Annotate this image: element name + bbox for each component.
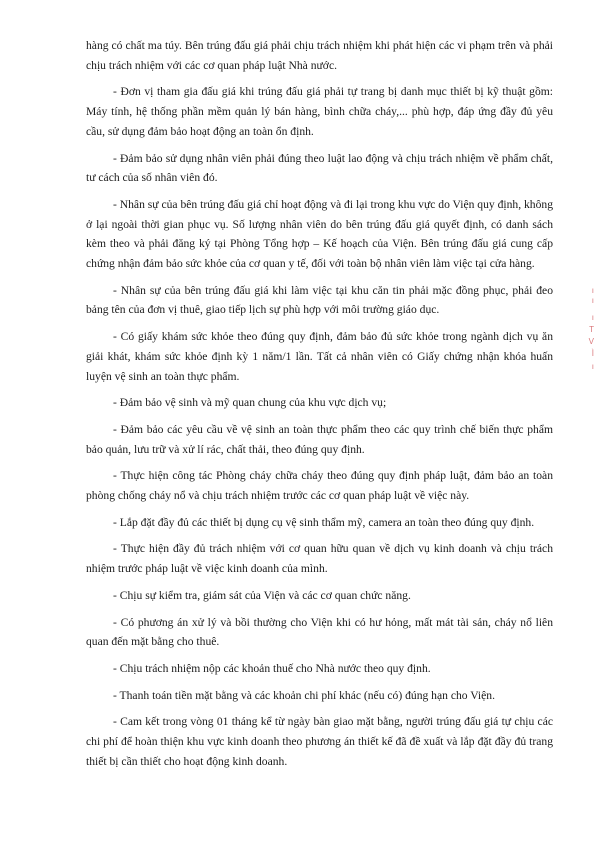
margin-stamp-mark: V xyxy=(588,337,594,346)
paragraph: - Đảm bảo các yêu cầu về vệ sinh an toàn thực phẩm theo các quy trình chế biến thực phẩm bảo quản, lưu trữ và xử lí rác, chất thải, theo đúng quy định. xyxy=(86,422,553,456)
paragraph: hàng có chất ma túy. Bên trúng đấu giá phải chịu trách nhiệm khi phát hiện các vi phạm trên và phải chịu trách nhiệm với các cơ quan pháp luật Nhà nước. xyxy=(86,39,553,72)
paragraph: - Đảm bảo vệ sinh và mỹ quan chung của khu vực dịch vụ; xyxy=(113,396,387,410)
margin-stamp-mark: ı xyxy=(591,313,594,322)
margin-stamp-mark: T xyxy=(589,325,594,334)
margin-stamp-mark: ı xyxy=(591,362,594,371)
paragraph: - Có phương án xử lý và bồi thường cho Viện khi có hư hỏng, mất mát tài sản, cháy nổ liên quan đến mặt bằng cho thuê. xyxy=(86,615,553,649)
document-body xyxy=(86,36,553,779)
paragraph: - Nhân sự của bên trúng đấu giá chỉ hoạt động và đi lại trong khu vực do Viện quy định, không ở lại ngoài thời gian phục vụ. Số lượng nhân viên do bên trúng đấu giá quyết định, có danh sách kèm theo và phải đăng ký tại Phòng Tổng hợp – Kế hoạch của Viện. Bên trúng đấu giá cung cấp chứng nhận đảm bảo sức khỏe của cơ quan y tế, đối với toàn bộ nhân viên làm việc tại cửa hàng. xyxy=(86,197,553,271)
paragraph: - Đảm bảo sử dụng nhân viên phải đúng theo luật lao động và chịu trách nhiệm về phẩm chất, tư cách của số nhân viên đó. xyxy=(86,151,553,185)
paragraph: - Chịu sự kiểm tra, giám sát của Viện và các cơ quan chức năng. xyxy=(113,588,411,602)
margin-stamp-mark: ı xyxy=(591,286,594,295)
paragraph: - Thực hiện đầy đủ trách nhiệm với cơ quan hữu quan về dịch vụ kinh doanh và chịu trách nhiệm trước pháp luật về việc kinh doanh của mình. xyxy=(86,542,553,576)
paragraph: - Nhân sự của bên trúng đấu giá khi làm việc tại khu căn tin phải mặc đồng phục, phải đeo bảng tên của đơn vị thuê, giao tiếp lịch sự phù hợp với môi trường giáo dục. xyxy=(86,283,553,317)
paragraph: - Lắp đặt đầy đủ các thiết bị dụng cụ vệ sinh thẩm mỹ, camera an toàn theo đúng quy định. xyxy=(113,515,535,529)
margin-stamp-mark: ı xyxy=(591,296,594,305)
paragraph: - Cam kết trong vòng 01 tháng kể từ ngày bàn giao mặt bằng, người trúng đấu giá tự chịu các chi phí để hoàn thiện khu vực kinh doanh theo phương án thiết kế đã đề xuất và lắp đặt đầy đủ trang thiết bị cần thiết cho hoạt động kinh doanh. xyxy=(86,715,553,768)
paragraph: - Đơn vị tham gia đấu giá khi trúng đấu giá phải tự trang bị danh mục thiết bị kỹ thuật gồm: Máy tính, hệ thống phần mềm quản lý bán hàng, bình chữa cháy,... phù hợp, đáp ứng đầy đủ yêu cầu, sử dụng đảm bảo hoạt động an toàn ổn định. xyxy=(86,85,553,138)
paragraph: - Thanh toán tiền mặt bằng và các khoản chi phí khác (nếu có) đúng hạn cho Viện. xyxy=(113,688,495,702)
paragraph: - Có giấy khám sức khỏe theo đúng quy định, đảm bảo đủ sức khỏe trong ngành dịch vụ ăn giải khát, khám sức khỏe định kỳ 1 năm/1 lần. Tất cả nhân viên có Giấy chứng nhận khóa huấn luyện vệ sinh an toàn thực phẩm. xyxy=(86,330,553,383)
margin-stamp-mark: Ì xyxy=(591,349,594,358)
paragraph: - Thực hiện công tác Phòng cháy chữa cháy theo đúng quy định pháp luật, đảm bảo an toàn phòng chống cháy nổ và chịu trách nhiệm trước các cơ quan pháp luật về việc này. xyxy=(86,469,553,503)
paragraph: - Chịu trách nhiệm nộp các khoản thuế cho Nhà nước theo quy định. xyxy=(113,661,431,675)
